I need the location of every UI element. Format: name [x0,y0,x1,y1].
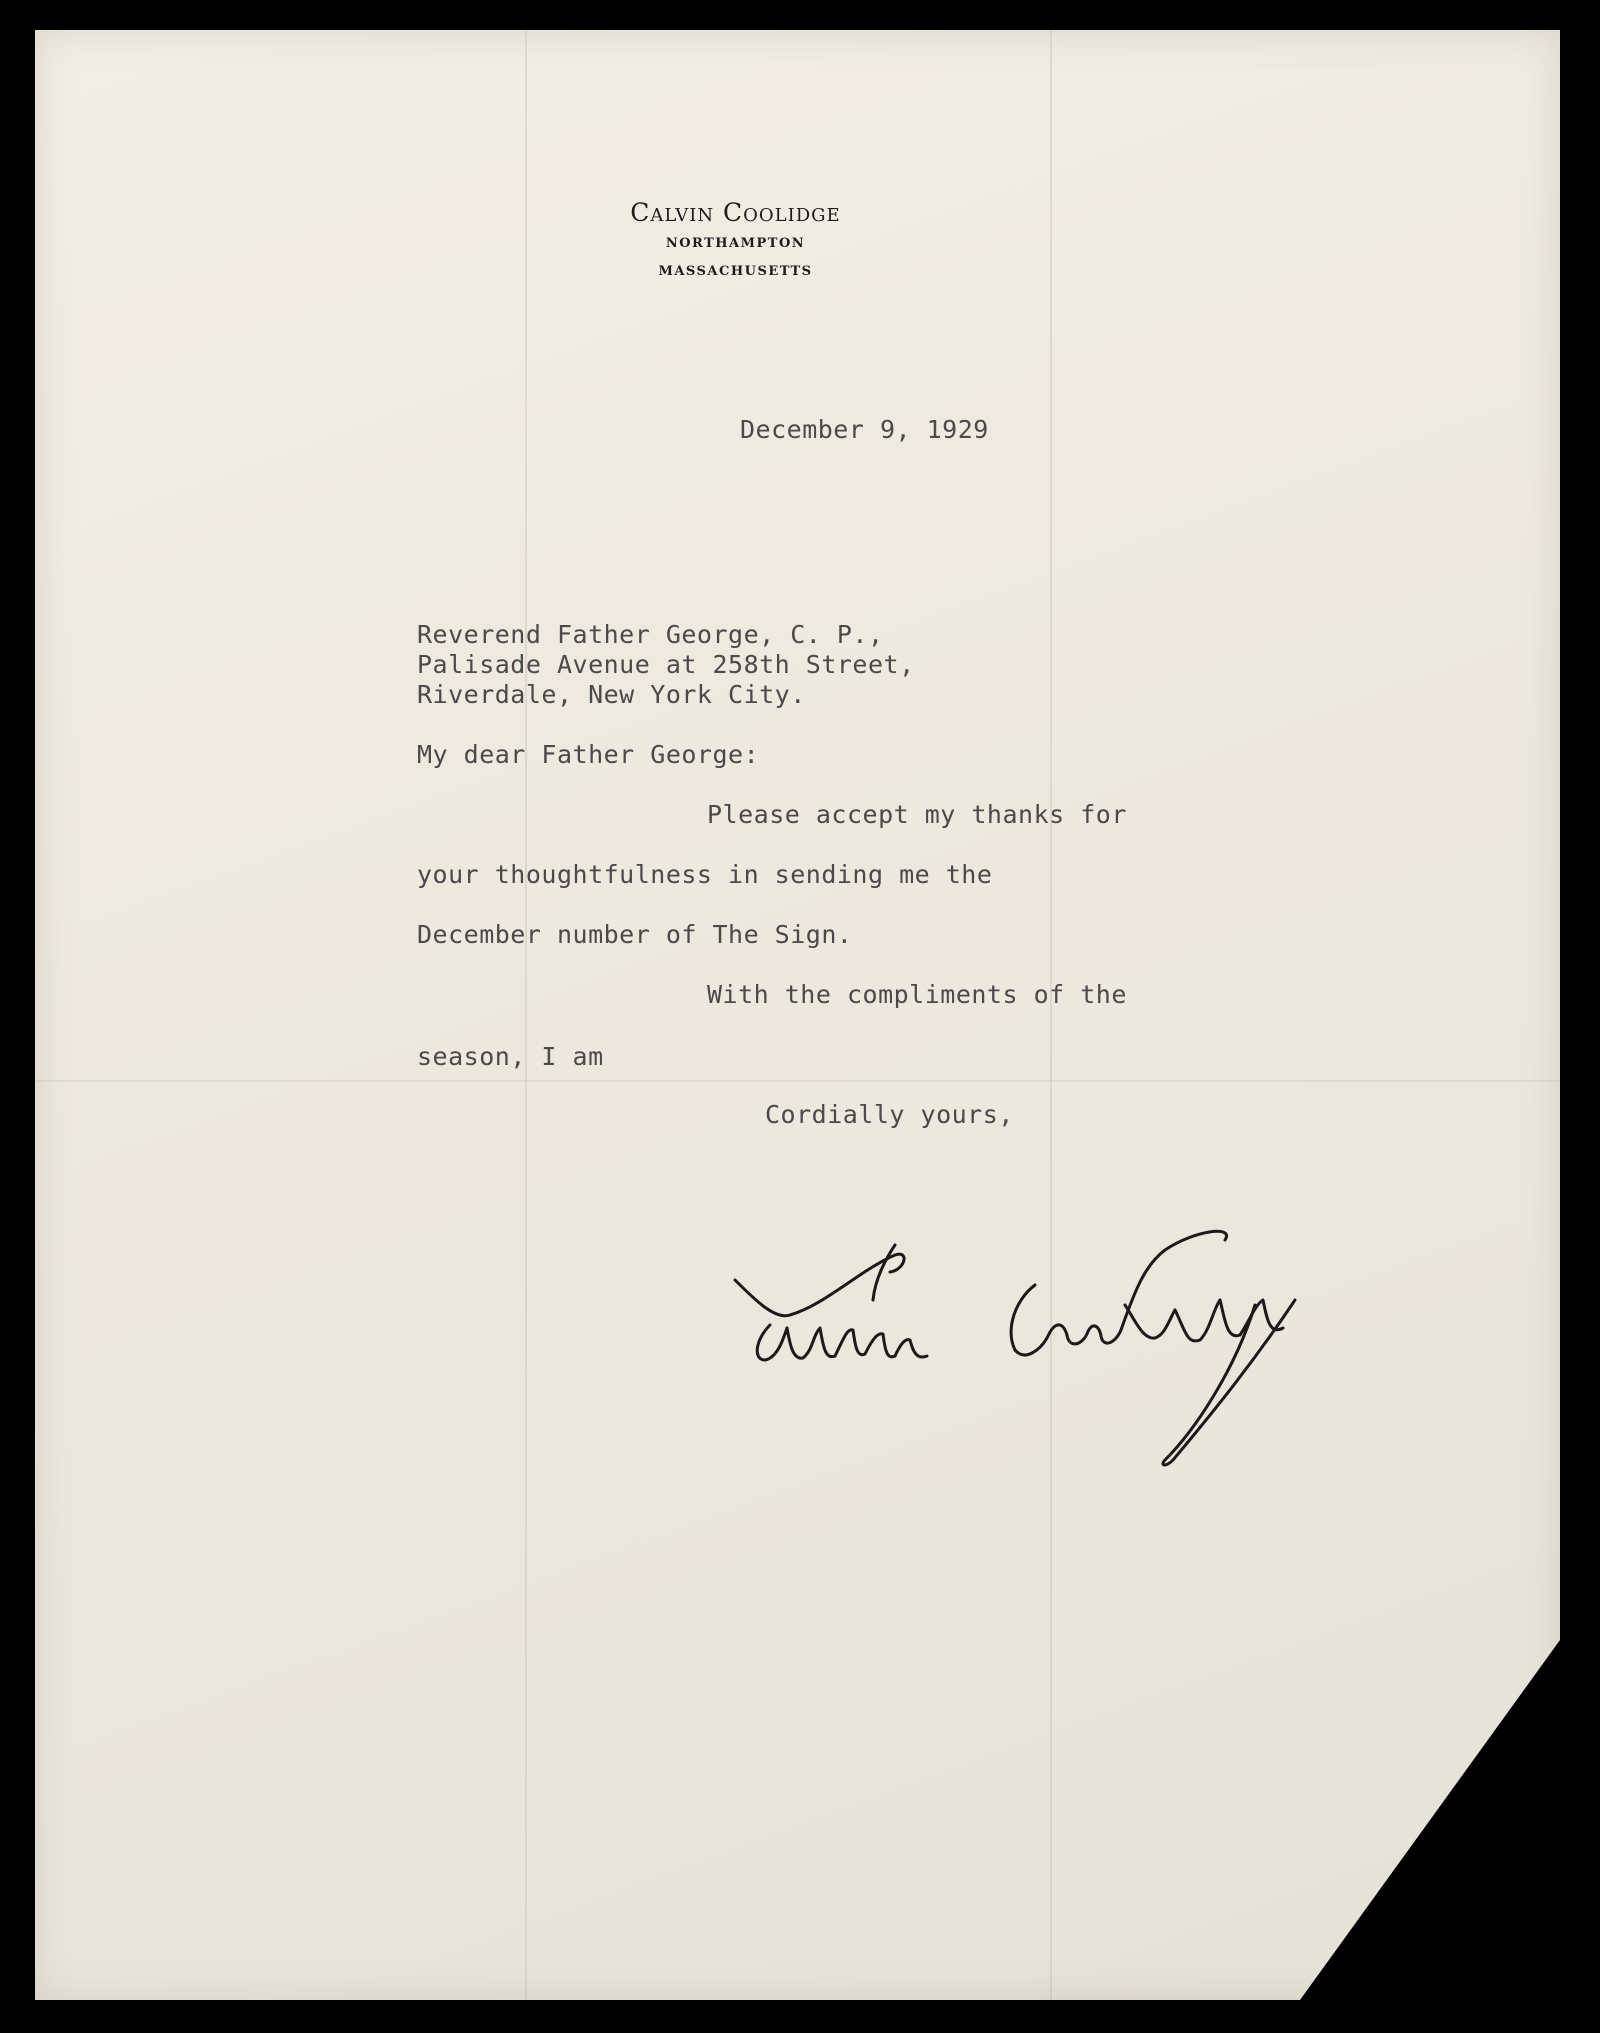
letterhead-name: Calvin Coolidge [630,198,841,227]
address-line: Riverdale, New York City. [417,680,806,709]
fold-line-right [1050,30,1052,2000]
letterhead-state: MASSACHUSETTS [658,264,813,279]
closing: Cordially yours, [765,1100,1014,1129]
body-line: With the compliments of the [707,980,1127,1009]
body-line: December number of The Sign. [417,920,853,949]
body-line: your thoughtfulness in sending me the [417,860,993,889]
fold-line-horizontal [35,1080,1560,1082]
salutation: My dear Father George: [417,740,760,769]
fold-line-left [525,30,527,2000]
handwritten-signature [695,1210,1355,1490]
body-line: season, I am [417,1042,604,1071]
address-line: Reverend Father George, C. P., [417,620,884,649]
letter-sheet [35,30,1560,2000]
letter-date: December 9, 1929 [740,415,989,444]
body-line: Please accept my thanks for [707,800,1127,829]
paper-corner-curl [1300,1640,1560,2000]
address-line: Palisade Avenue at 258th Street, [417,650,915,679]
letterhead-city: NORTHAMPTON [665,236,806,251]
